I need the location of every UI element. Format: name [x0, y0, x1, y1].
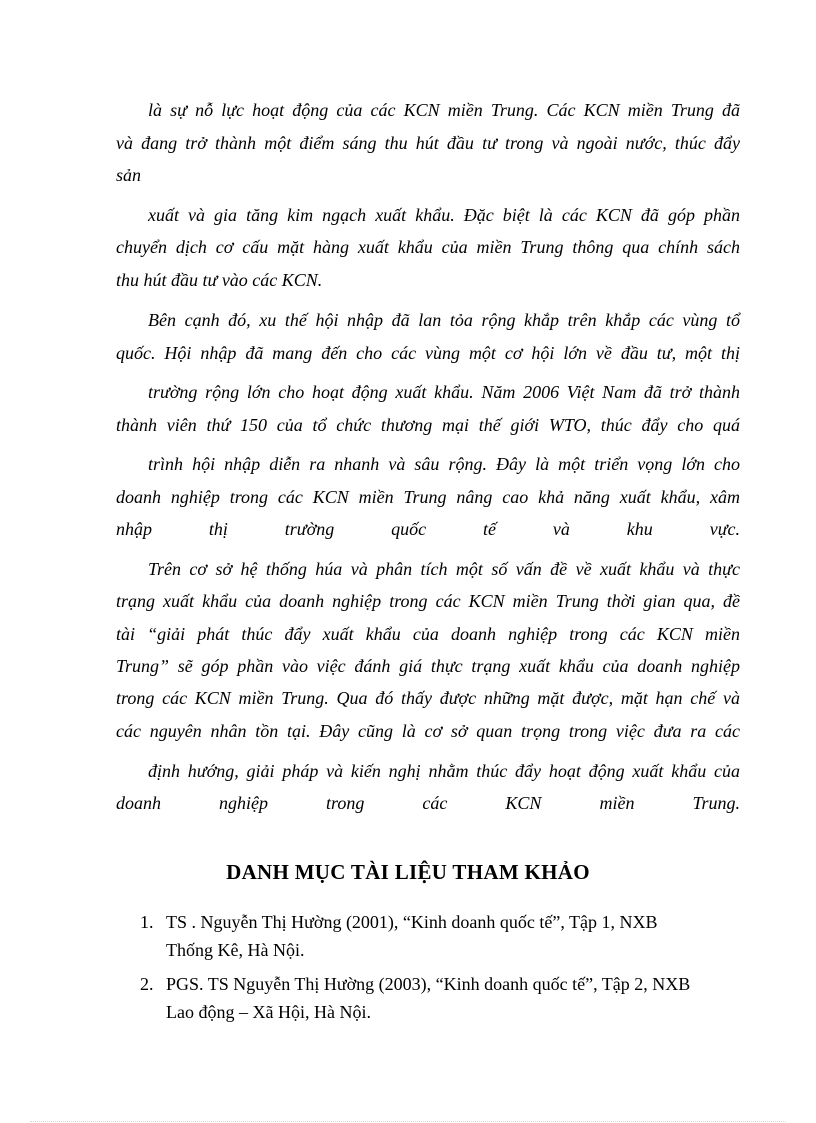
page-bottom-rule — [30, 1121, 786, 1122]
body-line-8: quốc. Hội nhập đã mang đến cho các vùng một cơ hội lớn về đầu tư, một thị — [116, 343, 740, 363]
body-line-12: doanh nghiệp trong các KCN miền Trung nâng cao khả năng xuất khẩu, xâm — [116, 487, 740, 507]
reference-text-line-2: Lao động – Xã Hội, Hà Nội. — [166, 1002, 371, 1022]
body-line-13: nhập thị trường quốc tế và khu vực. — [116, 519, 740, 539]
reference-text-line-1: PGS. TS Nguyễn Thị Hường (2003), “Kinh doanh quốc tế”, Tập 2, NXB — [166, 974, 691, 994]
body-line-4: xuất và gia tăng kim ngạch xuất khẩu. Đặc biệt là các KCN đã góp phần — [148, 205, 740, 225]
body-line-1: là sự nỗ lực hoạt động của các KCN miền Trung. Các KCN miền Trung đã — [148, 100, 740, 120]
body-line-17: Trung” sẽ góp phần vào việc đánh giá thực trạng xuất khẩu của doanh nghiệp — [116, 656, 740, 676]
body-line-19: các nguyên nhân tồn tại. Đây cũng là cơ sở quan trọng trong việc đưa ra các — [116, 721, 740, 741]
reference-text-line-1: TS . Nguyễn Thị Hường (2001), “Kinh doanh quốc tế”, Tập 1, NXB — [166, 912, 658, 932]
body-line-15: trạng xuất khẩu của doanh nghiệp trong các KCN miền Trung thời gian qua, đề — [116, 591, 740, 611]
body-line-2: và đang trở thành một điểm sáng thu hút đầu tư trong và ngoài nước, thúc đẩy — [116, 133, 740, 153]
body-line-20: định hướng, giải pháp và kiến nghị nhằm thúc đẩy hoạt động xuất khẩu của — [148, 761, 740, 781]
references-heading: DANH MỤC TÀI LIỆU THAM KHẢO — [226, 860, 590, 884]
body-line-7: Bên cạnh đó, xu thế hội nhập đã lan tỏa rộng khắp trên khắp các vùng tổ — [148, 310, 740, 330]
body-line-9: trường rộng lớn cho hoạt động xuất khẩu. Năm 2006 Việt Nam đã trở thành — [148, 382, 740, 402]
body-line-14: Trên cơ sở hệ thống húa và phân tích một số vấn đề về xuất khẩu và thực — [148, 559, 740, 579]
reference-number: 1. — [140, 912, 154, 932]
body-line-16: tài “giải phát thúc đẩy xuất khẩu của doanh nghiệp trong các KCN miền — [116, 624, 740, 644]
body-line-6: thu hút đầu tư vào các KCN. — [116, 270, 323, 290]
body-line-5: chuyển dịch cơ cấu mặt hàng xuất khẩu của miền Trung thông qua chính sách — [116, 237, 740, 257]
body-line-10: thành viên thứ 150 của tổ chức thương mại thế giới WTO, thúc đẩy cho quá — [116, 415, 740, 435]
body-line-3: sản — [116, 165, 142, 185]
body-line-11: trình hội nhập diễn ra nhanh và sâu rộng. Đây là một triển vọng lớn cho — [148, 454, 740, 474]
reference-text-line-2: Thống Kê, Hà Nội. — [166, 940, 305, 960]
body-line-21: doanh nghiệp trong các KCN miền Trung. — [116, 793, 740, 813]
body-line-18: trong các KCN miền Trung. Qua đó thấy được những mặt được, mặt hạn chế và — [116, 688, 740, 708]
reference-number: 2. — [140, 974, 154, 994]
